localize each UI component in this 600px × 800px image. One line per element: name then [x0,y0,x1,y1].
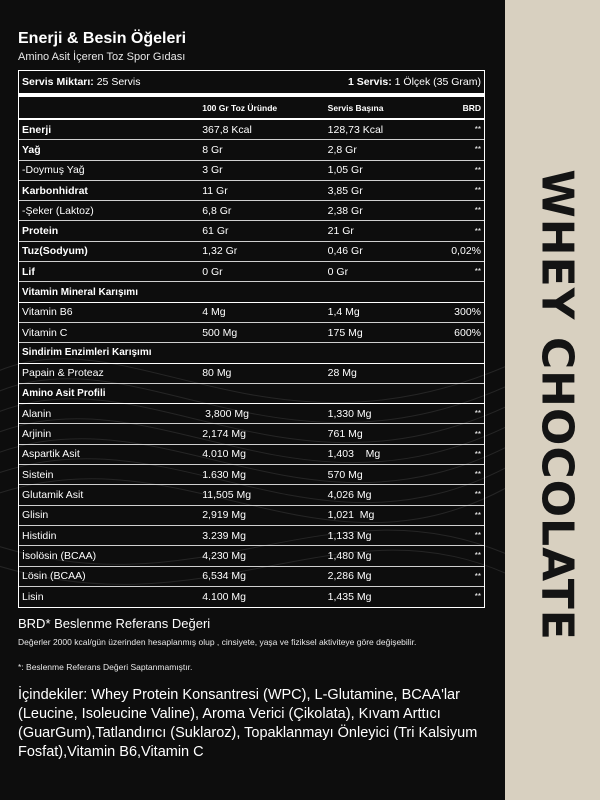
nutrient-name: Glutamik Asit [22,488,84,501]
value-per-serving: 2,38 Gr [327,204,363,217]
nutrient-name: Enerji [22,123,52,136]
brd-footnote: *: Beslenme Referans Değeri Saptanmamıştır. [18,662,193,672]
table-row [19,485,484,505]
value-per-100g: 11,505 Mg [202,488,252,501]
value-per-serving: 2,286 Mg [327,570,372,583]
nutrient-name: Lösin (BCAA) [22,570,86,583]
page-subtitle: Amino Asit İçeren Toz Spor Gıdası [18,51,186,63]
nutrient-name: Glisin [22,509,49,522]
value-per-100g: 3,800 Mg [202,407,249,420]
table-row [19,303,484,323]
value-per-serving: 1,330 Mg [327,407,372,420]
value-per-100g: 6,534 Mg [202,570,246,583]
value-brd: ** [474,226,481,236]
product-label: WHEY CHOCOLATE [531,169,583,641]
value-per-serving: 28 Mg [327,367,357,380]
table-row [19,404,484,424]
table-row [19,506,484,526]
value-per-100g: 0 Gr [202,265,223,278]
value-brd: ** [474,531,481,541]
value-per-100g: 3.239 Mg [202,529,246,542]
value-per-serving: 1,021 Mg [327,509,375,522]
value-per-100g: 4.010 Mg [202,448,246,461]
ingredients-text: İçindekiler: Whey Protein Konsantresi (WPC), L-Glutamine, BCAA'lar (Leucine, Isoleucine Valine), Aroma Verici (Çikolata), Kıvam Arttıcı (GuarGum),Tatlandırıcı (Suklaroz), Topaklanmayı Önleyici (Tri Kalsiyum Fosfat),Vitamin B6,Vitamin C [18,687,478,760]
value-per-serving: 1,480 Mg [327,549,372,562]
nutrient-name: -Doymuş Yağ [22,164,85,177]
nutrient-name: Lisin [22,590,44,603]
value-per-serving: 2,8 Gr [327,143,357,156]
nutrient-name: Vitamin B6 [22,306,73,319]
table-header [19,97,484,120]
value-per-100g: 4 Mg [202,306,226,319]
value-brd: ** [474,429,481,439]
value-per-100g: 2,174 Mg [202,428,246,441]
table-row [19,364,484,384]
value-per-serving: 128,73 Kcal [327,123,384,136]
nutrient-name: Protein [22,225,59,238]
table-section-header: Amino Asit Profili [19,384,484,404]
value-per-serving: 3,85 Gr [327,184,363,197]
page-title: Enerji & Besin Öğeleri [18,30,187,47]
column-brd: BRD [462,102,481,113]
table-row [19,262,484,282]
value-brd: 0,02% [451,245,481,258]
value-brd: 300% [454,306,481,319]
table-row [19,587,484,607]
nutrient-name: Histidin [22,529,57,542]
value-brd: ** [474,145,481,155]
value-brd: 600% [454,326,481,339]
value-per-serving: 4,026 Mg [327,488,372,501]
value-per-serving: 1,133 Mg [327,529,372,542]
nutrient-name: Karbonhidrat [22,184,88,197]
value-brd: ** [474,206,481,216]
value-brd: ** [474,186,481,196]
value-brd: ** [474,165,481,175]
table-row [19,546,484,566]
value-per-serving: 761 Mg [327,428,363,441]
value-brd: ** [474,267,481,277]
value-per-100g: 3 Gr [202,164,223,177]
value-per-100g: 500 Mg [202,326,238,339]
table-row [19,424,484,444]
table-body [19,120,484,607]
nutrient-name: Alanin [22,407,52,420]
nutrient-name: İsolösin (BCAA) [22,549,97,562]
value-per-serving: 1,4 Mg [327,306,360,319]
value-brd: ** [474,551,481,561]
nutrient-name: Arjinin [22,428,52,441]
value-per-serving: 175 Mg [327,326,363,339]
table-row [19,323,484,343]
value-brd: ** [474,510,481,520]
value-brd: ** [474,490,481,500]
table-row [19,567,484,587]
serving-per: 1 Servis: 1 Ölçek (35 Gram) [347,76,481,88]
value-per-serving: 0 Gr [327,265,349,278]
value-per-serving: 0,46 Gr [327,245,363,258]
nutrient-name: Aspartik Asit [22,448,80,461]
nutrient-name: Yağ [22,143,41,156]
table-section-header: Vitamin Mineral Karışımı [19,282,484,302]
value-per-100g: 2,919 Mg [202,509,246,522]
value-brd: ** [474,449,481,459]
nutrient-name: -Şeker (Laktoz) [22,204,94,217]
value-per-100g: 80 Mg [202,367,232,380]
value-per-100g: 4.100 Mg [202,590,246,603]
value-per-serving: 1,403 Mg [327,448,381,461]
nutrient-name: Tuz(Sodyum) [22,245,88,258]
value-brd: ** [474,571,481,581]
table-row [19,465,484,485]
table-row [19,161,484,181]
nutrient-name: Papain & Proteaz [22,367,104,380]
column-per-serving: Servis Başına [327,102,384,113]
table-row [19,445,484,465]
value-brd: ** [474,125,481,135]
value-brd: ** [474,470,481,480]
value-per-100g: 4,230 Mg [202,549,246,562]
table-row [19,140,484,160]
table-row [19,221,484,241]
table-row [19,242,484,262]
nutrient-name: Sistein [22,468,54,481]
nutrition-table [18,70,485,608]
brd-title: BRD* Beslenme Referans Değeri [18,616,211,631]
table-row [19,120,484,140]
value-per-serving: 1,05 Gr [327,164,363,177]
nutrient-name: Lif [22,265,35,278]
nutrient-name: Vitamin C [22,326,68,339]
value-brd: ** [474,409,481,419]
value-per-serving: 570 Mg [327,468,363,481]
table-row [19,201,484,221]
value-per-100g: 367,8 Kcal [202,123,252,136]
serving-row [19,71,484,97]
table-row [19,526,484,546]
serving-size: Servis Miktarı: 25 Servis [22,76,141,88]
product-side-panel [505,0,600,800]
value-per-serving: 1,435 Mg [327,590,372,603]
column-per-100g: 100 Gr Toz Üründe [202,102,278,113]
value-per-100g: 61 Gr [202,225,229,238]
value-per-100g: 8 Gr [202,143,223,156]
value-brd: ** [474,592,481,602]
table-row [19,181,484,201]
value-per-100g: 11 Gr [202,184,228,197]
brd-note: Değerler 2000 kcal/gün üzerinden hesaplanmış olup , cinsiyete, yaşa ve fiziksel aktiviteye göre değişebilir. [18,637,417,647]
value-per-serving: 21 Gr [327,225,354,238]
value-per-100g: 1,32 Gr [202,245,238,258]
value-per-100g: 6,8 Gr [202,204,232,217]
table-section-header: Sindirim Enzimleri Karışımı [19,343,484,363]
value-per-100g: 1.630 Mg [202,468,246,481]
